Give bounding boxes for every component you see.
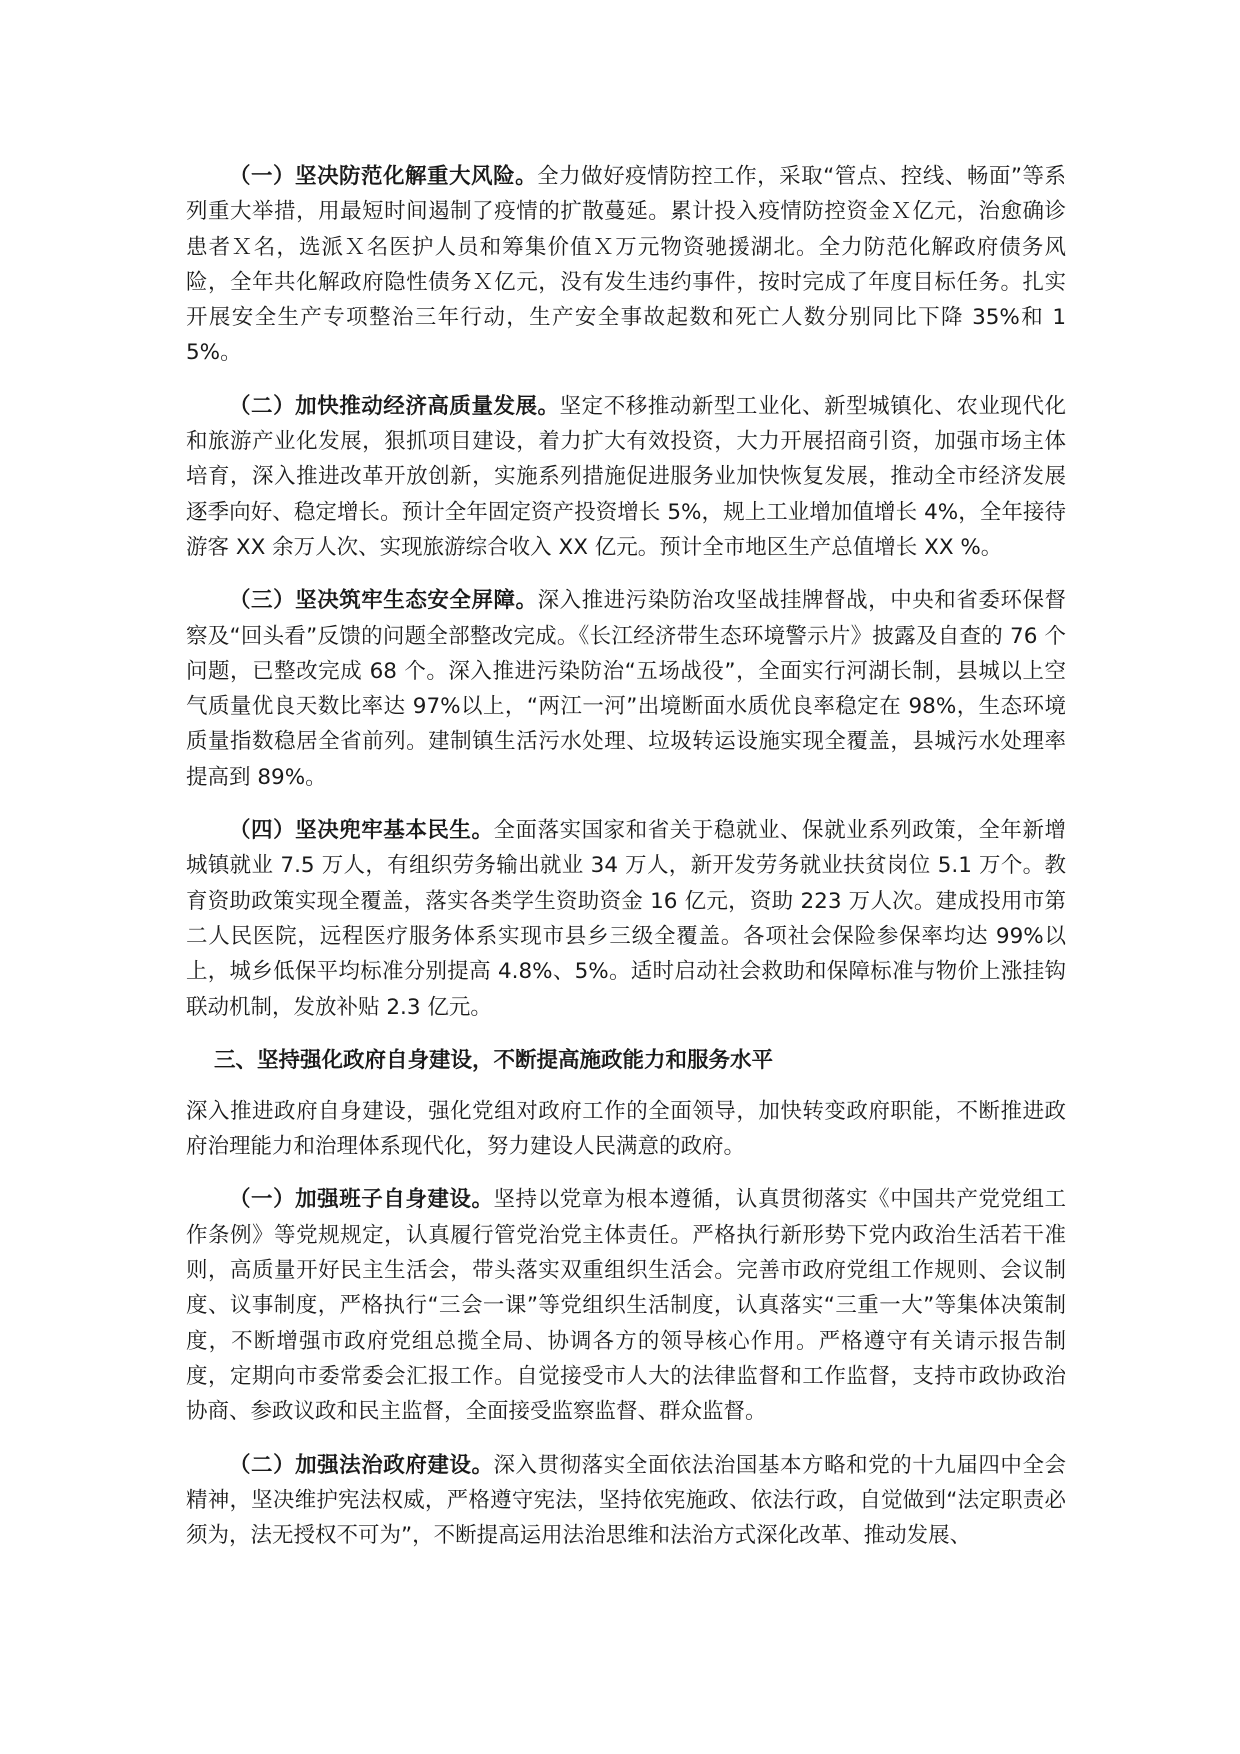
paragraph-text: 全力做好疫情防控工作，采取“管点、控线、畅面”等系列重大举措，用最短时间遏制了疫情的扩散蔓延。累计投入疫情防控资金Ｘ亿元，治愈确诊患者Ｘ名，选派Ｘ名医护人员和筹集价值Ｘ万元物资驰援湖北。全力防范化解政府债务风险，全年共化解政府隐性债务Ｘ亿元，没有发生违约事件，按时完成了年度目标任务。扎实开展安全生产专项整治三年行动，生产安全事故起数和死亡人数分别同比下降 35%和 15%。	[186, 164, 1066, 366]
paragraph-lead: （四）坚决兜牢基本民生。	[229, 818, 494, 844]
paragraph-lead: （一）坚决防范化解重大风险。	[229, 164, 538, 189]
paragraph-lead: （二）加快推动经济高质量发展。	[229, 393, 560, 419]
paragraph-text: 深入推进污染防治攻坚战挂牌督战，中央和省委环保督察及“回头看”反馈的问题全部整改完成。《长江经济带生态环境警示片》披露及自查的 76 个问题，已整改完成 68 个。深入推进污染防治“五场战役”，全面实行河湖长制，县城以上空气质量优良天数比率达 97%以上，“两江一河”出境断面水质优良率稳定在 98%，生态环境质量指数稳居全省前列。建制镇生活污水处理、垃圾转运设施实现全覆盖，县城污水处理率提高到 89%。	[186, 588, 1066, 790]
paragraph-text: 深入贯彻落实全面依法治国基本方略和党的十九届四中全会精神，坚决维护宪法权威，严格遵守宪法，坚持依宪施政、依法行政，自觉做到“法定职责必须为，法无授权不可为”，不断提高运用法治思维和法治方式深化改革、推动发展、	[186, 1452, 1066, 1549]
paragraph-lead: （二）加强法治政府建设。	[229, 1452, 494, 1478]
paragraph-text: 坚持以党章为根本遵循，认真贯彻落实《中国共产党党组工作条例》等党规规定，认真履行管党治党主体责任。严格执行新形势下党内政治生活若干准则，高质量开好民主生活会，带头落实双重组织生活会。完善市政府党组工作规则、会议制度、议事制度，严格执行“三会一课”等党组织生活制度，认真落实“三重一大”等集体决策制度，不断增强市政府党组总揽全局、协调各方的领导核心作用。严格遵守有关请示报告制度，定期向市委常委会汇报工作。自觉接受市人大的法律监督和工作监督，支持市政协政治协商、参政议政和民主监督，全面接受监察监督、群众监督。	[186, 1187, 1066, 1425]
paragraph-risk-prevention	[186, 159, 1066, 371]
paragraph-lead: （一）加强班子自身建设。	[229, 1187, 494, 1213]
paragraph-economic-development	[186, 389, 1066, 565]
section-intro: 深入推进政府自身建设，强化党组对政府工作的全面领导，加快转变政府职能，不断推进政府治理能力和治理体系现代化，努力建设人民满意的政府。	[186, 1098, 1066, 1160]
paragraph-ecological-security	[186, 583, 1066, 795]
paragraph-rule-of-law	[186, 1448, 1066, 1554]
paragraph-team-building	[186, 1182, 1066, 1429]
section-heading: 三、坚持强化政府自身建设，不断提高施政能力和服务水平	[214, 1047, 774, 1073]
document-page	[186, 159, 1066, 1571]
paragraph-lead: （三）坚决筑牢生态安全屏障。	[229, 588, 538, 614]
paragraph-basic-livelihood	[186, 813, 1066, 1025]
paragraph-text: 全面落实国家和省关于稳就业、保就业系列政策，全年新增城镇就业 7.5 万人，有组织劳务输出就业 34 万人，新开发劳务就业扶贫岗位 5.1 万个。教育资助政策实现全覆盖，落实各类学生资助资金 16 亿元，资助 223 万人次。建成投用市第二人民医院，远程医疗服务体系实现市县乡三级全覆盖。各项社会保险参保率均达 99%以上，城乡低保平均标准分别提高 4.8%、5%。适时启动社会救助和保障标准与物价上涨挂钩联动机制，发放补贴 2.3 亿元。	[186, 818, 1066, 1020]
paragraph-text: 坚定不移推动新型工业化、新型城镇化、农业现代化和旅游产业化发展，狠抓项目建设，着力扩大有效投资，大力开展招商引资，加强市场主体培育，深入推进改革开放创新，实施系列措施促进服务业加快恢复发展，推动全市经济发展逐季向好、稳定增长。预计全年固定资产投资增长 5%，规上工业增加值增长 4%，全年接待游客 XX 余万人次、实现旅游综合收入 XX 亿元。预计全市地区生产总值增长 XX %。	[186, 393, 1066, 560]
